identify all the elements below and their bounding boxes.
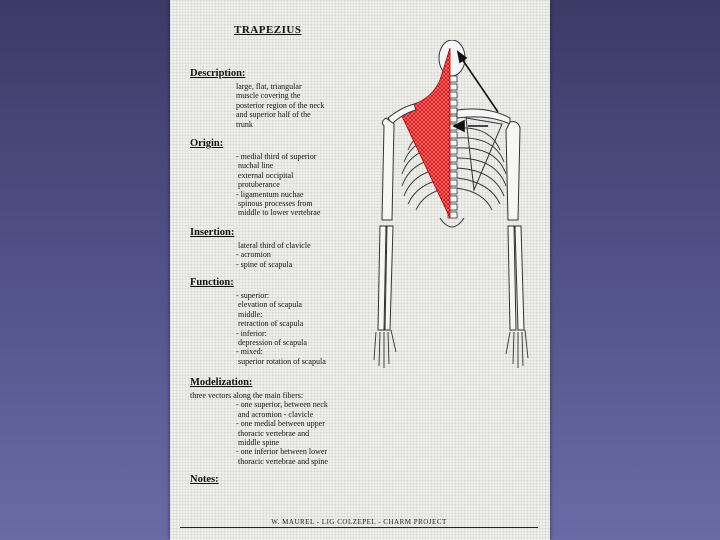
modelization-line: - one medial between upper	[236, 419, 325, 429]
modelization-line: middle spine	[238, 438, 280, 448]
function-line: elevation of scapula	[238, 300, 302, 310]
footer-divider	[180, 527, 538, 528]
origin-line: external occipital	[238, 170, 294, 180]
footer-credit: W. MAUREL - LIG COLZEPEL - CHARM PROJECT	[271, 518, 447, 526]
modelization-heading: Modelization:	[190, 377, 253, 388]
insertion-line: - spine of scapula	[236, 259, 293, 269]
insertion-section	[190, 227, 360, 269]
insertion-line: - acromion	[236, 250, 271, 260]
modelization-line: thoracic vertebrae and	[238, 428, 310, 438]
function-line: superior rotation of scapula	[238, 356, 326, 366]
function-line: middle:	[238, 309, 263, 319]
function-line: - superior:	[236, 291, 270, 300]
origin-line: middle to lower vertebrae	[238, 208, 321, 218]
hand-bones-shape	[374, 330, 528, 368]
insertion-line: lateral third of clavicle	[238, 241, 311, 250]
modelization-section	[190, 377, 360, 466]
description-heading: Description:	[190, 68, 246, 79]
origin-heading: Origin:	[190, 138, 224, 149]
notes-heading: Notes:	[190, 474, 219, 485]
origin-line: - ligamentum nuchae	[236, 189, 304, 199]
function-line: - inferior:	[236, 328, 267, 338]
skeleton-trapezius-illustration	[370, 40, 555, 520]
description-section	[190, 68, 360, 129]
description-line: posterior region of the neck	[236, 100, 325, 110]
page-title: TRAPEZIUS	[234, 24, 302, 36]
origin-section	[190, 138, 360, 218]
trapezius-muscle-shape	[400, 48, 450, 218]
description-line: large, flat, triangular	[236, 82, 302, 91]
origin-line: nuchal line	[238, 161, 274, 171]
function-line: depression of scapula	[238, 338, 307, 348]
modelization-line: thoracic vertebrae and spine	[238, 456, 328, 466]
pelvis-shape	[440, 218, 464, 227]
modelization-line: and acromion - clavicle	[238, 409, 314, 419]
function-line: - mixed:	[236, 347, 263, 357]
modelization-line: - one superior, between neck	[236, 400, 328, 410]
description-line: trunk	[236, 119, 253, 129]
description-line: muscle covering the	[236, 91, 301, 101]
origin-line: - medial third of superior	[236, 152, 317, 161]
modelization-line: - one inferior between lower	[236, 447, 328, 457]
function-section	[190, 277, 360, 366]
document-page	[170, 0, 550, 540]
modelization-lead: three vectors along the main fibers:	[190, 391, 304, 400]
function-line: retraction of scapula	[238, 319, 304, 329]
origin-line: protuberance	[238, 180, 280, 190]
notes-section	[190, 474, 360, 488]
origin-line: spinous processes from	[238, 199, 313, 209]
insertion-heading: Insertion:	[190, 227, 235, 238]
description-line: and superior half of the	[236, 110, 311, 120]
function-heading: Function:	[190, 277, 234, 288]
